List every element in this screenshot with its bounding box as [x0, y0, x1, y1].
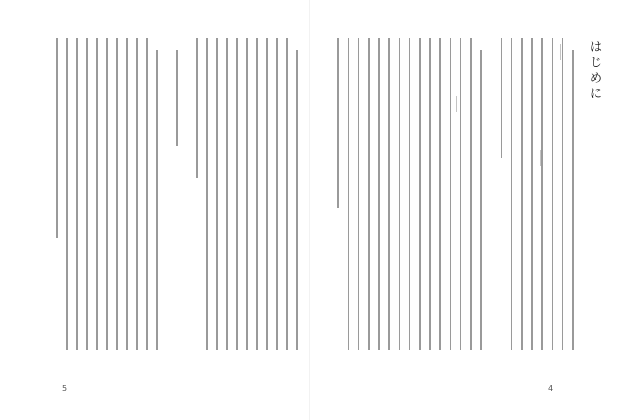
text-column [86, 38, 88, 350]
body-text-block [50, 38, 302, 350]
text-column [348, 38, 350, 350]
text-column [106, 38, 108, 350]
text-column [409, 38, 411, 350]
page-heading: はじめに [588, 40, 603, 102]
text-column [358, 38, 360, 350]
text-column [572, 50, 574, 350]
text-column [368, 38, 370, 350]
ruby-annotation [456, 96, 457, 112]
text-column [429, 38, 431, 350]
text-column [246, 38, 248, 350]
ruby-annotation [560, 44, 561, 60]
text-column [562, 38, 564, 350]
text-column [286, 38, 288, 350]
text-column [156, 50, 158, 350]
text-column [419, 38, 421, 350]
text-column [501, 38, 503, 158]
text-column [521, 38, 523, 350]
text-column [276, 38, 278, 350]
text-column [226, 38, 228, 350]
text-column [439, 38, 441, 350]
text-column [176, 50, 178, 146]
text-column [126, 38, 128, 350]
page-number: 5 [62, 384, 68, 393]
text-column [460, 38, 462, 350]
right-page [310, 0, 620, 420]
text-column [552, 38, 554, 350]
text-column [56, 38, 58, 238]
text-column [470, 38, 472, 350]
body-text-block [328, 38, 578, 350]
text-column [541, 38, 543, 350]
text-column [136, 38, 138, 350]
text-column [511, 38, 513, 350]
text-column [206, 38, 208, 350]
text-column [296, 50, 298, 350]
text-column [116, 38, 118, 350]
text-column [378, 38, 380, 350]
text-column [76, 38, 78, 350]
text-column [146, 38, 148, 350]
text-column [216, 38, 218, 350]
text-column [450, 38, 452, 350]
text-column [66, 38, 68, 350]
text-column [399, 38, 401, 350]
text-column [196, 38, 198, 178]
page-number: 4 [548, 384, 554, 393]
text-column [236, 38, 238, 350]
text-column [96, 38, 98, 350]
text-column [337, 38, 339, 208]
text-column [388, 38, 390, 350]
text-column [480, 50, 482, 350]
text-column [531, 38, 533, 350]
text-column [256, 38, 258, 350]
ruby-annotation [540, 150, 541, 166]
text-column [266, 38, 268, 350]
